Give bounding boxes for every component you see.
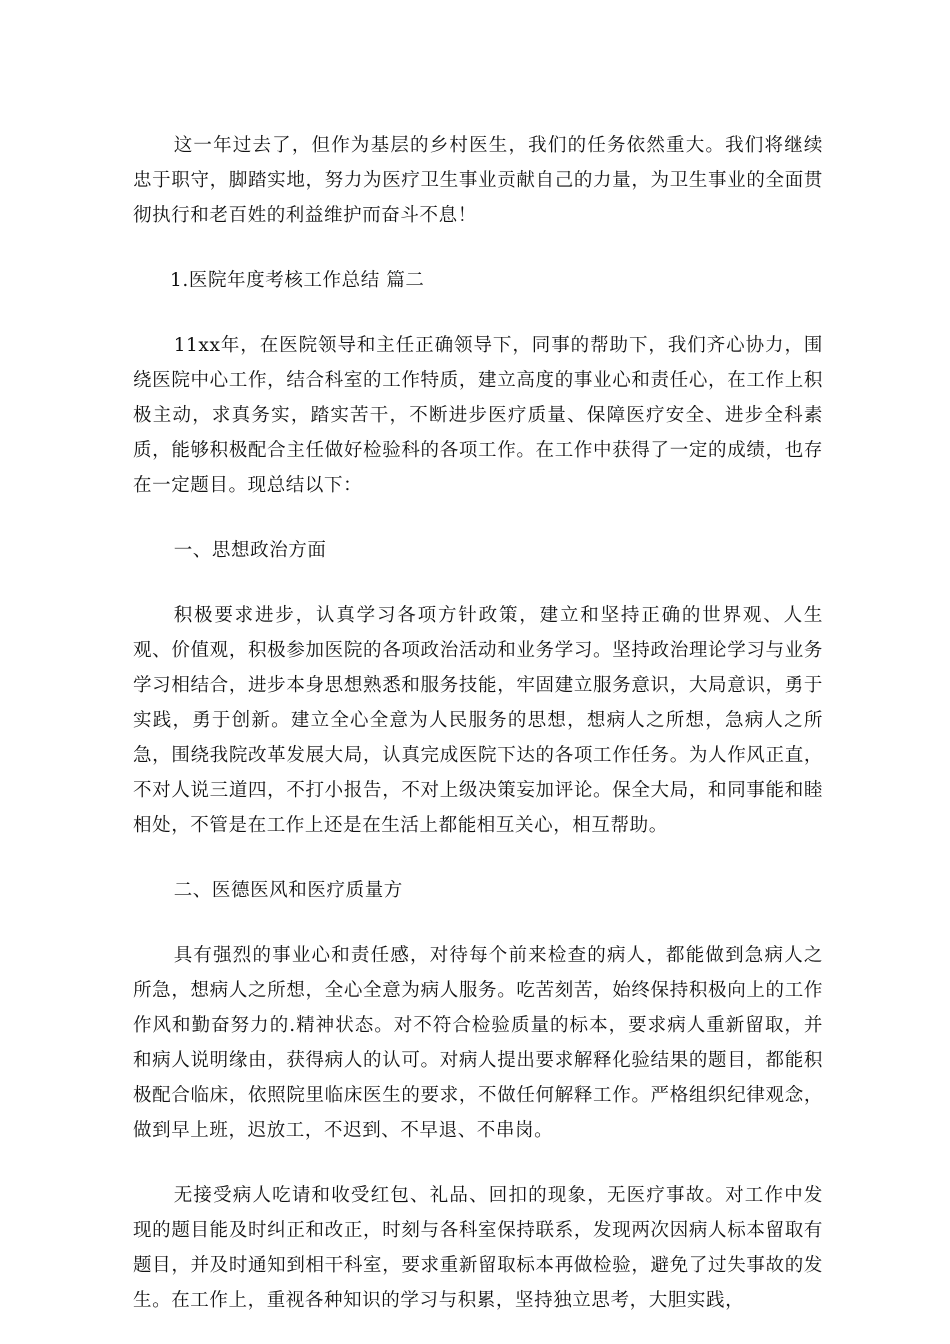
section-title-part-two: 1.医院年度考核工作总结 篇二: [170, 270, 425, 291]
paragraph-gap: [133, 843, 823, 873]
document-body: [133, 128, 823, 1318]
paragraph-gap: [133, 503, 823, 533]
paragraph-integrity: 无接受病人吃请和收受红包、礼品、回扣的现象，无医疗事故。对工作中发现的题目能及时纠正和改正，时刻与各科室保持联系，发现两次因病人标本留取有题目，并及时通知到相干科室，要求重新留取标本再做检验，避免了过失事故的发生。在工作上，重视各种知识的学习与积累，坚持独立思考，大胆实践，: [133, 1185, 823, 1311]
paragraph-gap: [133, 233, 823, 263]
paragraph-gap: [133, 298, 823, 328]
paragraph-closing-summary: 这一年过去了，但作为基层的乡村医生，我们的任务依然重大。我们将继续忠于职守，脚踏实地，努力为医疗卫生事业贡献自己的力量，为卫生事业的全面贯彻执行和老百姓的利益维护而奋斗不息！: [133, 135, 823, 226]
paragraph-gap: [133, 908, 823, 938]
paragraph-gap: [133, 1148, 823, 1178]
paragraph-medical-ethics: 具有强烈的事业心和责任感，对待每个前来检查的病人，都能做到急病人之所急，想病人之所想，全心全意为病人服务。吃苦刻苦，始终保持积极向上的工作作风和勤奋努力的.精神状态。对不符合检验质量的标本，要求病人重新留取，并和病人说明缘由，获得病人的认可。对病人提出要求解释化验结果的题目，都能积极配合临床，依照院里临床医生的要求，不做任何解释工作。严格组织纪律观念，做到早上班，迟放工，不迟到、不早退、不串岗。: [133, 945, 823, 1141]
paragraph-introduction: 11xx年，在医院领导和主任正确领导下，同事的帮助下，我们齐心协力，围绕医院中心工作，结合科室的工作特质，建立高度的事业心和责任心，在工作上积极主动，求真务实，踏实苦干，不断进步医疗质量、保障医疗安全、进步全科素质，能够积极配合主任做好检验科的各项工作。在工作中获得了一定的成绩，也存在一定题目。现总结以下：: [133, 335, 823, 496]
paragraph-political-thought: 积极要求进步，认真学习各项方针政策，建立和坚持正确的世界观、人生观、价值观，积极参加医院的各项政治活动和业务学习。坚持政治理论学习与业务学习相结合，进步本身思想熟悉和服务技能，牢固建立服务意识，大局意识，勇于实践，勇于创新。建立全心全意为人民服务的思想，想病人之所想，急病人之所急，围绕我院改革发展大局，认真完成医院下达的各项工作任务。为人作风正直，不对人说三道四，不打小报告，不对上级决策妄加评论。保全大局，和同事能和睦相处，不管是在工作上还是在生活上都能相互关心，相互帮助。: [133, 605, 823, 836]
heading-political-thought: 一、思想政治方面: [173, 540, 327, 561]
paragraph-gap: [133, 568, 823, 598]
heading-medical-ethics: 二、医德医风和医疗质量方: [173, 880, 403, 901]
